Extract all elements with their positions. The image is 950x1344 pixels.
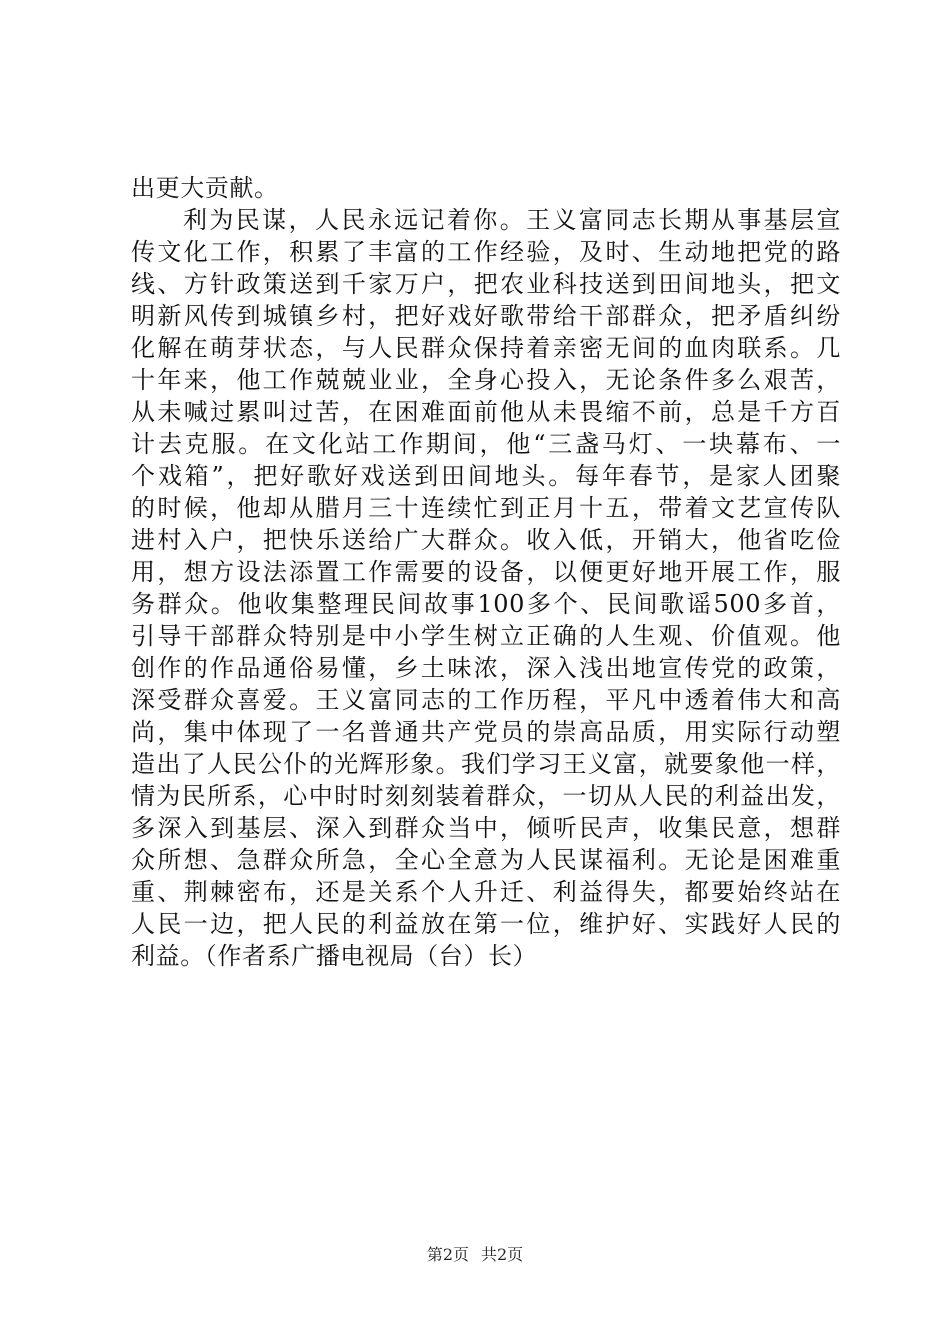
text-line: 用，想方设法添置工作需要的设备，以便更好地开展工作，服 bbox=[131, 558, 841, 586]
text-line: 计去克服。在文化站工作期间，他“三盏马灯、一块幕布、一 bbox=[131, 430, 841, 458]
text-line: 尚，集中体现了一名普通共产党员的崇高品质，用实际行动塑 bbox=[131, 718, 841, 746]
text-line: 十年来，他工作兢兢业业，全身心投入，无论条件多么艰苦， bbox=[131, 366, 841, 394]
text-line: 众所想、急群众所急，全心全意为人民谋福利。无论是困难重 bbox=[131, 846, 841, 874]
text-line: 重、荆棘密布，还是关系个人升迁、利益得失，都要始终站在 bbox=[131, 878, 841, 906]
text-line: 引导干部群众特别是中小学生树立正确的人生观、价值观。他 bbox=[131, 622, 841, 650]
text-line: 创作的作品通俗易懂，乡土味浓，深入浅出地宣传党的政策， bbox=[131, 654, 841, 682]
text-line: 利为民谋，人民永远记着你。王义富同志长期从事基层宣 bbox=[183, 206, 841, 234]
text-line: 务群众。他收集整理民间故事100多个、民间歌谣500多首， bbox=[131, 590, 841, 618]
text-line: 多深入到基层、深入到群众当中，倾听民声，收集民意，想群 bbox=[131, 814, 841, 842]
page-footer bbox=[0, 1245, 950, 1265]
page-total: 共2页 bbox=[481, 1245, 524, 1264]
text-line: 出更大贡献。 bbox=[131, 174, 279, 202]
text-line: 人民一边，把人民的利益放在第一位，维护好、实践好人民的 bbox=[131, 910, 841, 938]
text-line: 情为民所系，心中时时刻刻装着群众，一切从人民的利益出发， bbox=[131, 782, 841, 810]
text-line: 造出了人民公仆的光辉形象。我们学习王义富，就要象他一样， bbox=[131, 750, 841, 778]
page-number: 第2页 bbox=[426, 1245, 469, 1264]
text-line: 线、方针政策送到千家万户，把农业科技送到田间地头，把文 bbox=[131, 270, 841, 298]
article-body bbox=[131, 172, 841, 972]
text-line: 的时候，他却从腊月三十连续忙到正月十五，带着文艺宣传队 bbox=[131, 494, 841, 522]
text-line: 个戏箱”，把好歌好戏送到田间地头。每年春节，是家人团聚 bbox=[131, 462, 841, 490]
text-line: 传文化工作，积累了丰富的工作经验，及时、生动地把党的路 bbox=[131, 238, 841, 266]
text-line: 进村入户，把快乐送给广大群众。收入低，开销大，他省吃俭 bbox=[131, 526, 841, 554]
text-line: 从未喊过累叫过苦，在困难面前他从未畏缩不前，总是千方百 bbox=[131, 398, 841, 426]
text-line: 明新风传到城镇乡村，把好戏好歌带给干部群众，把矛盾纠纷 bbox=[131, 302, 841, 330]
text-line: 深受群众喜爱。王义富同志的工作历程，平凡中透着伟大和高 bbox=[131, 686, 841, 714]
text-line: 化解在萌芽状态，与人民群众保持着亲密无间的血肉联系。几 bbox=[131, 334, 841, 362]
text-line: 利益。（作者系广播电视局（台）长） bbox=[131, 942, 538, 970]
